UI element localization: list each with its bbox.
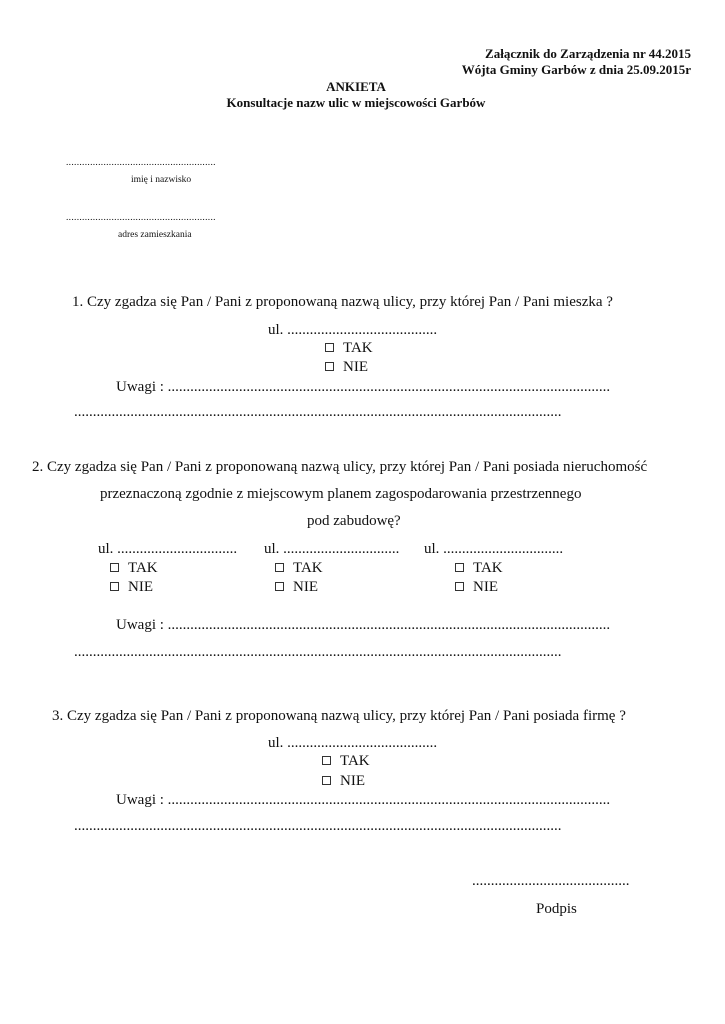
signature-field[interactable]: .......................................... (472, 873, 630, 889)
q1-yes-label: TAK (343, 340, 373, 356)
q2-yes-label-2: TAK (293, 560, 323, 576)
question-1: 1. Czy zgadza się Pan / Pani z proponowaną nazwą ulicy, przy której Pan / Pani mieszka ? (72, 294, 613, 310)
checkbox-icon[interactable] (275, 563, 284, 572)
checkbox-icon[interactable] (455, 563, 464, 572)
q1-remarks-line-2[interactable]: .................................................................................................................................. (74, 404, 562, 420)
question-2-line-2: przeznaczoną zgodnie z miejscowym planem zagospodarowania przestrzennego (100, 486, 582, 502)
checkbox-icon[interactable] (322, 776, 331, 785)
q3-street-field[interactable]: ul. ........................................ (268, 735, 438, 751)
q2-remarks-line-2[interactable]: .................................................................................................................................. (74, 644, 562, 660)
q3-yes-label: TAK (340, 753, 370, 769)
name-field[interactable]: ........................................................ (66, 158, 216, 168)
q3-remarks-field[interactable]: Uwagi : ...................................................................................................................... (116, 792, 611, 808)
q2-yes-option-1[interactable] (110, 560, 158, 577)
checkbox-icon[interactable] (325, 343, 334, 352)
q3-yes-option[interactable] (322, 753, 370, 770)
q2-yes-option-3[interactable] (455, 560, 503, 577)
document-title: ANKIETA (326, 79, 386, 94)
q1-no-option[interactable] (325, 359, 368, 376)
q2-yes-option-2[interactable] (275, 560, 323, 577)
q1-remarks-field[interactable]: Uwagi : ...................................................................................................................... (116, 379, 611, 395)
q2-no-option-3[interactable] (455, 579, 498, 596)
question-2-line-3: pod zabudowę? (307, 513, 401, 529)
q2-yes-label-1: TAK (128, 560, 158, 576)
address-field[interactable]: ........................................................ (66, 213, 216, 223)
question-3: 3. Czy zgadza się Pan / Pani z proponowaną nazwą ulicy, przy której Pan / Pani posiada firmę ? (52, 708, 626, 724)
q2-street-field-1[interactable]: ul. ................................ (98, 541, 238, 557)
document-subtitle: Konsultacje nazw ulic w miejscowości Garbów (226, 95, 486, 110)
q3-no-label: NIE (340, 773, 365, 789)
q2-no-option-1[interactable] (110, 579, 153, 596)
checkbox-icon[interactable] (110, 582, 119, 591)
q2-no-label-1: NIE (128, 579, 153, 595)
checkbox-icon[interactable] (275, 582, 284, 591)
q1-street-field[interactable]: ul. ........................................ (268, 322, 438, 338)
q2-street-field-3[interactable]: ul. ................................ (424, 541, 564, 557)
address-label: adres zamieszkania (118, 230, 192, 240)
name-label: imię i nazwisko (131, 175, 192, 185)
q1-no-label: NIE (343, 359, 368, 375)
checkbox-icon[interactable] (325, 362, 334, 371)
signature-label: Podpis (536, 901, 577, 917)
q3-no-option[interactable] (322, 773, 365, 790)
checkbox-icon[interactable] (455, 582, 464, 591)
q2-yes-label-3: TAK (473, 560, 503, 576)
q2-no-label-2: NIE (293, 579, 318, 595)
q1-yes-option[interactable] (325, 340, 373, 357)
q3-remarks-line-2[interactable]: .................................................................................................................................. (74, 818, 562, 834)
question-2-line-1: 2. Czy zgadza się Pan / Pani z proponowaną nazwą ulicy, przy której Pan / Pani posiada nieruchomość (32, 459, 648, 475)
attachment-line-2: Wójta Gminy Garbów z dnia 25.09.2015r (461, 62, 691, 77)
q2-no-label-3: NIE (473, 579, 498, 595)
q2-street-field-2[interactable]: ul. ............................... (264, 541, 400, 557)
q2-no-option-2[interactable] (275, 579, 318, 596)
checkbox-icon[interactable] (322, 756, 331, 765)
attachment-line-1: Załącznik do Zarządzenia nr 44.2015 (485, 46, 691, 61)
checkbox-icon[interactable] (110, 563, 119, 572)
q2-remarks-field[interactable]: Uwagi : ...................................................................................................................... (116, 617, 611, 633)
